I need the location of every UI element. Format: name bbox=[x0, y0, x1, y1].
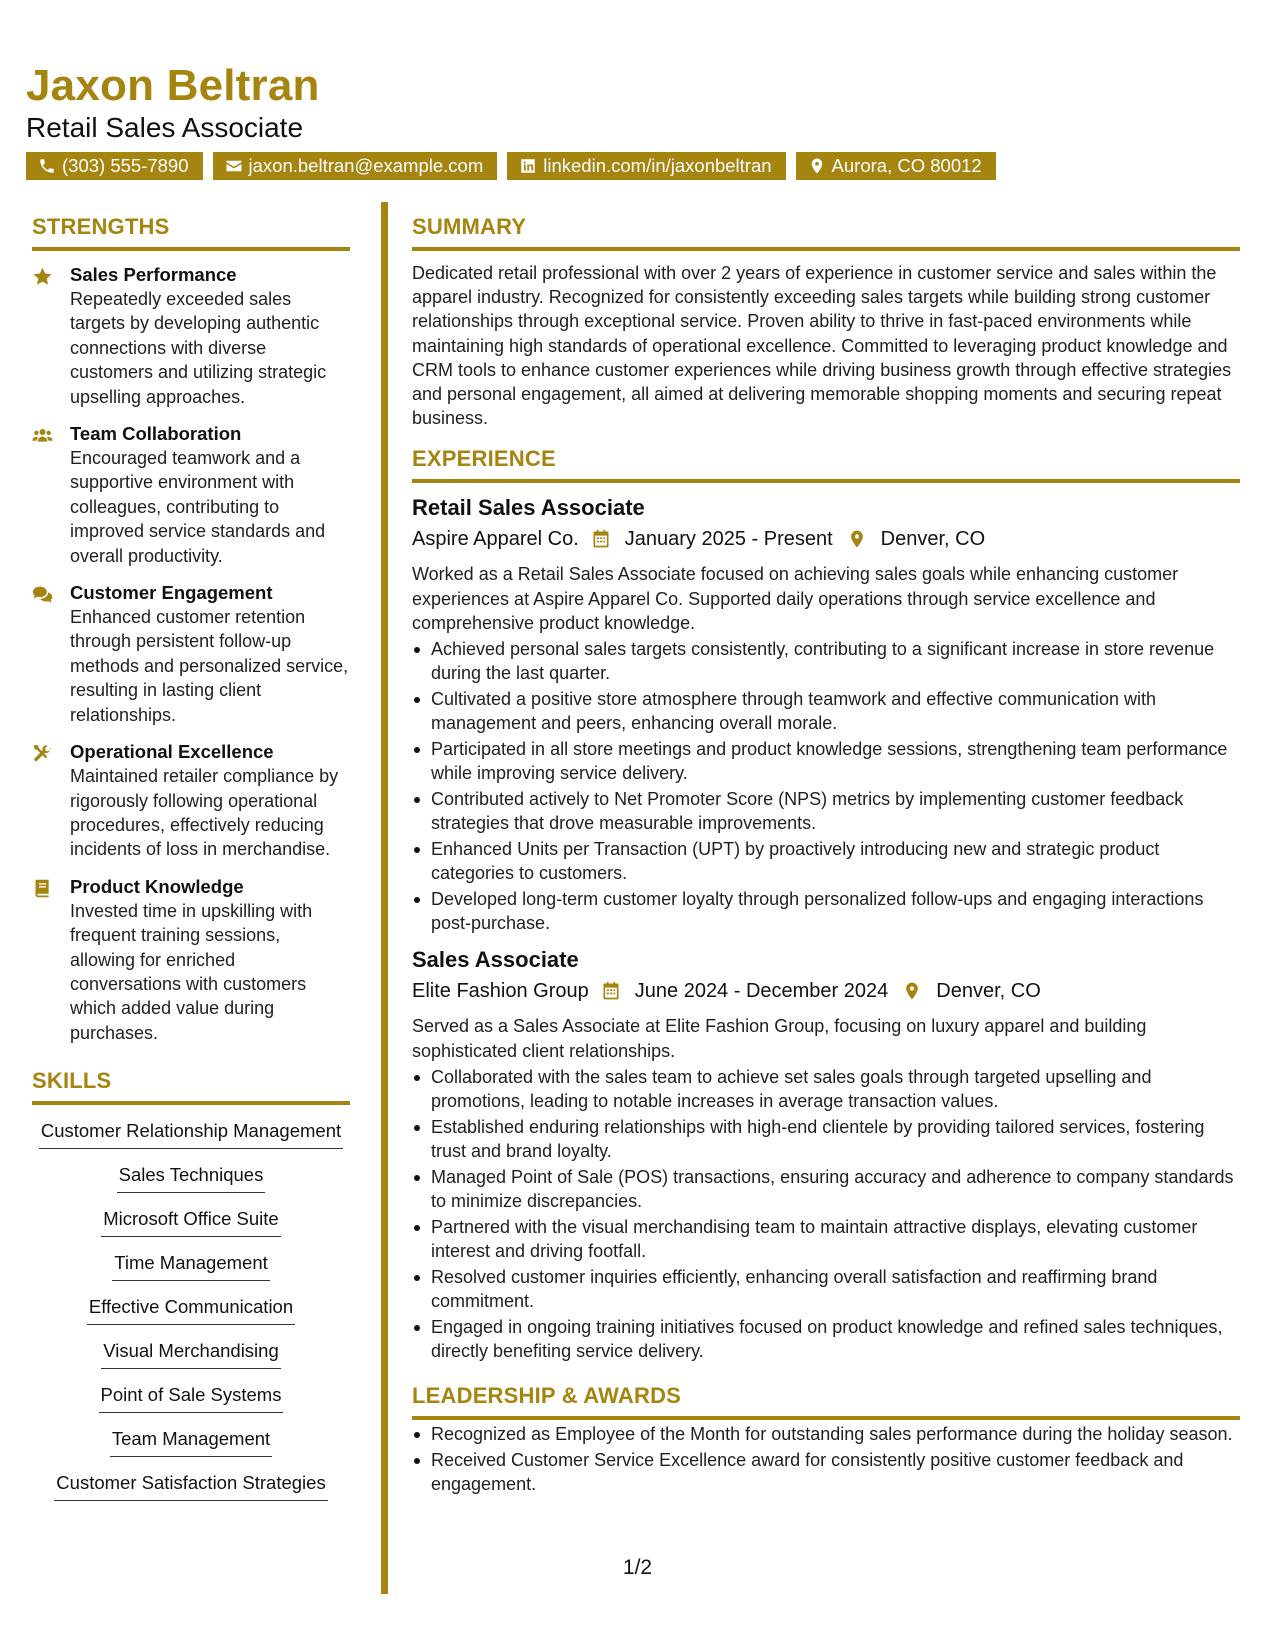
contact-location[interactable] bbox=[796, 152, 996, 180]
job-company: Elite Fashion Group bbox=[412, 980, 589, 1003]
strength-title: Operational Excellence bbox=[70, 741, 274, 763]
right-column bbox=[412, 212, 1240, 1498]
strengths-list bbox=[32, 263, 350, 1045]
job-bullets bbox=[412, 637, 1240, 935]
skills-list bbox=[32, 1119, 350, 1515]
job-title: Sales Associate bbox=[412, 947, 579, 973]
skill-item: Time Management bbox=[112, 1251, 270, 1281]
strength-desc: Repeatedly exceeded sales targets by developing authentic connections with diverse customers and utilizing strategic upselling approaches. bbox=[70, 289, 327, 407]
job-bullet: Cultivated a positive store atmosphere through teamwork and effective communication with management and peers, enhancing overall morale. bbox=[431, 687, 1240, 735]
job-bullet: Achieved personal sales targets consistently, contributing to a significant increase in store revenue during the last quarter. bbox=[431, 637, 1240, 685]
contact-phone[interactable] bbox=[26, 152, 203, 180]
job-bullet: Participated in all store meetings and product knowledge sessions, strengthening team performance while improving service delivery. bbox=[431, 737, 1240, 785]
job-meta bbox=[412, 976, 1240, 1006]
map-pin-icon bbox=[808, 157, 826, 175]
left-column bbox=[32, 212, 350, 1515]
job-title: Retail Sales Associate bbox=[412, 495, 645, 521]
job-bullet: Partnered with the visual merchandising team to maintain attractive displays, elevating customer interest and driving footfall. bbox=[431, 1215, 1240, 1263]
strength-item bbox=[32, 875, 350, 1045]
leadership-list bbox=[412, 1422, 1240, 1496]
strength-title: Customer Engagement bbox=[70, 582, 273, 604]
award-item: Received Customer Service Excellence award for consistently positive customer feedback and engagement. bbox=[431, 1448, 1240, 1496]
strength-item bbox=[32, 740, 350, 862]
job-location: Denver, CO bbox=[936, 980, 1041, 1003]
skill-item: Microsoft Office Suite bbox=[101, 1207, 280, 1237]
contact-location-text: Aurora, CO 80012 bbox=[831, 155, 982, 176]
strength-title: Product Knowledge bbox=[70, 875, 244, 897]
contact-email[interactable] bbox=[213, 152, 498, 180]
strengths-heading: STRENGTHS bbox=[32, 212, 350, 251]
job-dates: January 2025 - Present bbox=[624, 528, 833, 551]
skill-item: Sales Techniques bbox=[117, 1163, 266, 1193]
strength-item bbox=[32, 581, 350, 727]
job-description: Served as a Sales Associate at Elite Fashion Group, focusing on luxury apparel and building sophisticated client relationships. bbox=[412, 1016, 1147, 1061]
job-bullet: Enhanced Units per Transaction (UPT) by proactively introducing new and strategic product categories to customers. bbox=[431, 837, 1240, 885]
job-bullet: Engaged in ongoing training initiatives focused on product knowledge and refined sales techniques, directly benefiting service delivery. bbox=[431, 1315, 1240, 1363]
map-pin-icon bbox=[847, 529, 867, 549]
job-bullets bbox=[412, 1065, 1240, 1363]
calendar-icon bbox=[601, 981, 621, 1001]
job-bullet: Established enduring relationships with high-end clientele by providing tailored services, fostering trust and brand loyalty. bbox=[431, 1115, 1240, 1163]
job-entry bbox=[412, 945, 1240, 1363]
contact-phone-text: (303) 555-7890 bbox=[62, 155, 189, 176]
candidate-name: Jaxon Beltran bbox=[26, 61, 320, 110]
page-number: 1/2 bbox=[622, 1556, 653, 1579]
job-bullet: Resolved customer inquiries efficiently, enhancing overall satisfaction and reaffirming brand commitment. bbox=[431, 1265, 1240, 1313]
column-divider bbox=[381, 202, 388, 1594]
skill-item: Customer Satisfaction Strategies bbox=[54, 1471, 327, 1501]
job-bullet: Managed Point of Sale (POS) transactions, ensuring accuracy and adherence to company standards to minimize discrepancies. bbox=[431, 1165, 1240, 1213]
summary-heading: SUMMARY bbox=[412, 212, 1240, 251]
summary-text: Dedicated retail professional with over 2 years of experience in customer service and sales within the apparel industry. Recognized for consistently exceeding sales targets while building strong customer relationships through exceptional service. Proven ability to thrive in fast-paced environments while maintaining high standards of operational excellence. Committed to leveraging product knowledge and CRM tools to enhance customer experiences while driving business growth through effective strategies and personal engagement, all aimed at delivering memorable shopping moments and securing repeat business. bbox=[412, 263, 1232, 429]
star-icon bbox=[32, 266, 53, 287]
book-icon bbox=[32, 878, 53, 899]
job-bullet: Collaborated with the sales team to achieve set sales goals through targeted upselling and promotions, leading to notable increases in average transaction values. bbox=[431, 1065, 1240, 1113]
job-entry bbox=[412, 493, 1240, 935]
skill-item: Team Management bbox=[110, 1427, 272, 1457]
strength-desc: Encouraged teamwork and a supportive environment with colleagues, contributing to improved service standards and overall productivity. bbox=[70, 448, 326, 566]
job-meta bbox=[412, 524, 1240, 554]
candidate-title: Retail Sales Associate bbox=[26, 112, 304, 143]
contact-linkedin-text: linkedin.com/in/jaxonbeltran bbox=[543, 155, 772, 176]
leadership-heading: LEADERSHIP & AWARDS bbox=[412, 1381, 1240, 1420]
phone-icon bbox=[38, 157, 56, 175]
tools-icon bbox=[32, 743, 53, 764]
strength-title: Team Collaboration bbox=[70, 423, 242, 445]
job-location: Denver, CO bbox=[880, 528, 986, 551]
map-pin-icon bbox=[902, 981, 922, 1001]
envelope-icon bbox=[225, 157, 243, 175]
job-company: Aspire Apparel Co. bbox=[412, 528, 579, 551]
strength-desc: Enhanced customer retention through persistent follow-up methods and personalized service, resulting in lasting client relationships. bbox=[70, 607, 349, 725]
strength-title: Sales Performance bbox=[70, 264, 237, 285]
skill-item: Customer Relationship Management bbox=[39, 1119, 343, 1149]
skill-item: Visual Merchandising bbox=[101, 1339, 281, 1369]
strength-desc: Maintained retailer compliance by rigorously following operational procedures, effectively reducing incidents of loss in merchandise. bbox=[70, 766, 339, 860]
skill-item: Effective Communication bbox=[87, 1295, 295, 1325]
job-description: Worked as a Retail Sales Associate focused on achieving sales goals while enhancing customer experiences at Aspire Apparel Co. Supported daily operations through service excellence and comprehensive product knowledge. bbox=[412, 564, 1179, 633]
contact-email-text: jaxon.beltran@example.com bbox=[248, 155, 484, 176]
contact-linkedin[interactable] bbox=[507, 152, 785, 180]
calendar-icon bbox=[591, 529, 611, 549]
award-item: Recognized as Employee of the Month for outstanding sales performance during the holiday season. bbox=[431, 1422, 1240, 1446]
strength-desc: Invested time in upskilling with frequent training sessions, allowing for enriched conversations with customers which added value during purchases. bbox=[70, 900, 313, 1043]
contact-bar bbox=[26, 152, 996, 180]
skill-item: Point of Sale Systems bbox=[99, 1383, 284, 1413]
users-icon bbox=[32, 425, 53, 446]
experience-heading: EXPERIENCE bbox=[412, 444, 1240, 483]
linkedin-icon bbox=[519, 157, 537, 175]
job-bullet: Contributed actively to Net Promoter Score (NPS) metrics by implementing customer feedback strategies that drove measurable improvements. bbox=[431, 787, 1240, 835]
comments-icon bbox=[32, 584, 53, 605]
skills-heading: SKILLS bbox=[32, 1066, 350, 1105]
strength-item bbox=[32, 263, 350, 409]
job-bullet: Developed long-term customer loyalty through personalized follow-ups and engaging interactions post-purchase. bbox=[431, 887, 1240, 935]
job-dates: June 2024 - December 2024 bbox=[634, 980, 889, 1003]
strength-item bbox=[32, 422, 350, 568]
